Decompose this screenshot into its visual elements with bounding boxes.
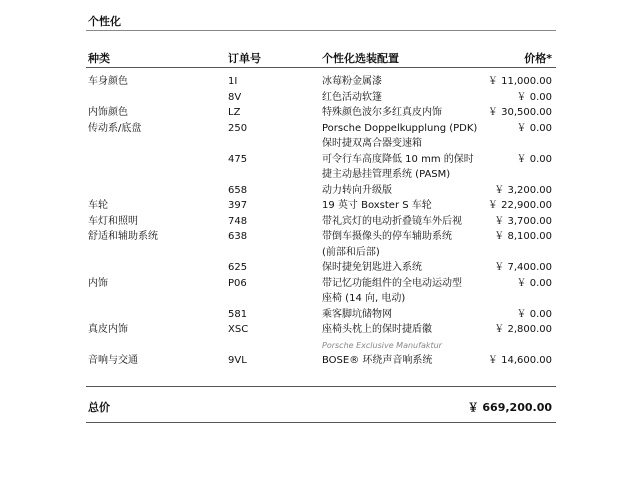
row-description [322,152,482,183]
section-title: 个性化 [88,15,121,28]
row-price: ￥ 11,000.00 [487,76,552,87]
row-price: ￥ 22,900.00 [487,200,552,211]
table-row [0,105,640,121]
row-category: 车轮 [88,200,108,211]
row-description [322,121,482,152]
table-row [0,353,640,369]
row-category: 车灯和照明 [88,215,138,227]
row-price: ￥ 0.00 [516,91,552,103]
table-row [0,74,640,90]
row-price: ￥ 0.00 [516,153,552,165]
row-price: ￥ 0.00 [516,277,552,289]
row-code: 638 [228,231,248,242]
header-price: 价格* [524,52,552,65]
total-value: ￥ 669,200.00 [467,401,552,414]
options-table [0,74,640,369]
row-price: ￥ 3,700.00 [494,215,552,227]
row-description [322,214,482,230]
row-code: 748 [228,215,248,227]
row-description [322,260,482,276]
row-price: ￥ 3,200.00 [494,184,552,196]
row-code: 625 [228,262,248,273]
row-description-line: 冰莓粉金属漆 [322,76,382,87]
row-code: LZ [228,107,241,118]
header-divider [86,67,556,68]
row-category: 真皮内饰 [88,324,128,335]
table-header [0,50,640,66]
row-category: 内饰颜色 [88,107,128,118]
row-code: 9VL [228,355,247,366]
row-code: 250 [228,122,248,134]
table-row [0,276,640,307]
row-price: ￥ 7,400.00 [494,262,552,273]
row-code: P06 [228,277,247,289]
row-description-line: Porsche Doppelkupplung (PDK) [322,122,478,134]
table-row [0,214,640,230]
header-description: 个性化选装配置 [322,52,399,65]
row-description [322,353,482,369]
row-code: 658 [228,184,248,196]
row-price: ￥ 8,100.00 [494,231,552,242]
table-row [0,198,640,214]
table-row [0,121,640,152]
row-description [322,90,482,106]
row-description-line: 带记忆功能组件的全电动运动型 [322,277,462,289]
row-description [322,105,482,121]
row-description-line: 19 英寸 Boxster S 车轮 [322,200,432,211]
table-row [0,152,640,183]
table-row [0,307,640,323]
table-row [0,260,640,276]
row-description [322,198,482,214]
total-label: 总价 [88,401,110,414]
row-description [322,74,482,90]
row-description-line: 带倒车摄像头的停车辅助系统 [322,231,452,242]
row-description-line: 保时捷双离合器变速箱 [322,138,422,149]
row-price: ￥ 2,800.00 [494,324,552,335]
row-code: 581 [228,308,248,320]
row-price: ￥ 0.00 [516,308,552,320]
row-description-line: 可令行车高度降低 10 mm 的保时 [322,153,474,165]
row-category: 音响与交通 [88,355,138,366]
row-description-line: 座椅头枕上的保时捷盾徽 [322,324,432,335]
row-description-note: Porsche Exclusive Manufaktur [322,340,442,350]
table-row [0,90,640,106]
row-description-line: 特殊颜色波尔多红真皮内饰 [322,107,442,118]
row-description-line: 动力转向升级版 [322,184,392,196]
row-description [322,307,482,323]
row-description-line: (前部和后部) [322,246,380,258]
row-category: 车身颜色 [88,76,128,87]
row-description [322,183,482,199]
row-description-line: BOSE® 环绕声音响系统 [322,355,433,366]
row-category: 内饰 [88,277,108,289]
table-row [0,322,640,353]
row-price: ￥ 30,500.00 [487,107,552,118]
row-description-line: 红色活动软篷 [322,91,382,103]
row-description-line: 带礼宾灯的电动折叠镜车外后视 [322,215,462,227]
section-divider [86,30,556,31]
row-description [322,322,482,353]
total-divider-bottom [86,422,556,423]
row-code: 1I [228,76,238,87]
row-description [322,276,482,307]
total-divider-top [86,386,556,387]
header-category: 种类 [88,52,110,65]
table-row [0,183,640,199]
header-code: 订单号 [228,52,261,65]
row-description [322,229,482,260]
row-description-line: 乘客脚坑储物网 [322,308,392,320]
row-code: 8V [228,91,242,103]
row-price: ￥ 0.00 [516,122,552,134]
row-description-line: 捷主动悬挂管理系统 (PASM) [322,169,451,180]
table-row [0,229,640,260]
row-code: 397 [228,200,248,211]
row-category: 舒适和辅助系统 [88,231,158,242]
row-description-line: 保时捷免钥匙进入系统 [322,262,422,273]
row-code: XSC [228,324,249,335]
row-description-line: 座椅 (14 向, 电动) [322,293,406,304]
row-category: 传动系/底盘 [88,122,142,134]
row-price: ￥ 14,600.00 [487,355,552,366]
row-code: 475 [228,153,248,165]
